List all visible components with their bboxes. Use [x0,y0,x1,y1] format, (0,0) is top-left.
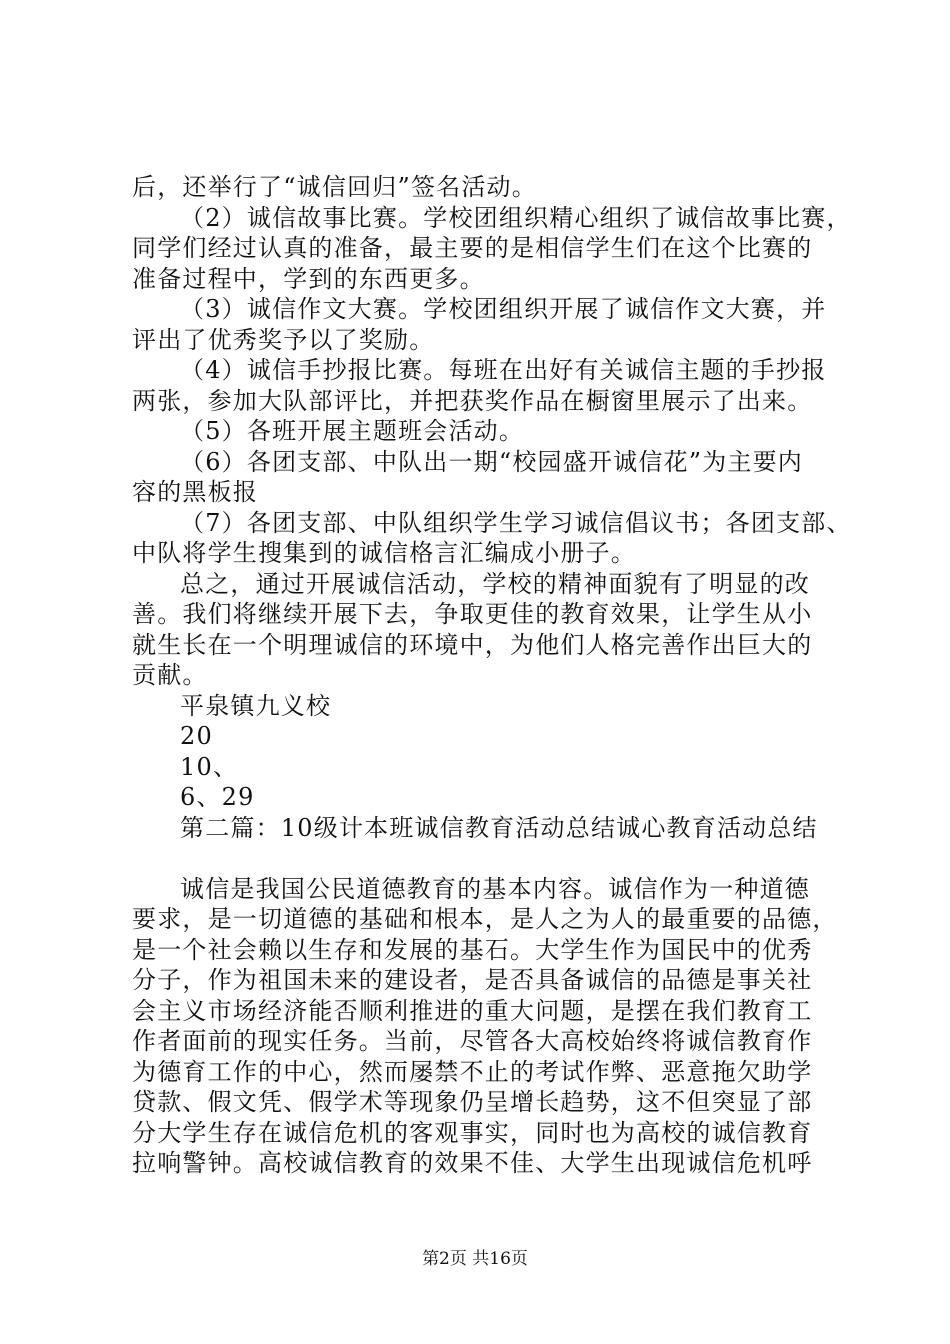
page-footer [0,1244,950,1269]
signature-date-day: 6、29 [180,783,255,811]
text-line: 作者面前的现实任务。当前，尽管各大高校始终将诚信教育作 [132,1027,813,1055]
text-line: 后，还举行了“诚信回归”签名活动。 [132,173,537,201]
text-line: 分子，作为祖国未来的建设者，是否具备诚信的品德是事关社 [132,966,813,994]
text-line: 为德育工作的中心，然而屡禁不止的考试作弊、恶意拖欠助学 [132,1057,813,1086]
document-body [132,172,852,1179]
text-line: 贷款、假文凭、假学术等现象仍呈增长趋势，这不但突显了部 [132,1088,813,1116]
text-line: 会主义市场经济能否顺利推进的重大问题，是摆在我们教育工 [132,996,813,1025]
text-line: 总之，通过开展诚信活动，学校的精神面貌有了明显的改 [180,569,810,598]
section-heading: 第二篇：10级计本班诚信教育活动总结诚心教育活动总结 [180,813,818,842]
text-line: （3）诚信作文大赛。学校团组织开展了诚信作文大赛，并 [180,295,827,323]
text-line: （5）各班开展主题班会活动。 [180,417,525,445]
text-line: 贡献。 [132,661,208,689]
text-line: 容的黑板报 [132,478,258,506]
text-line: 评出了优秀奖予以了奖励。 [132,325,435,354]
text-line: 中队将学生搜集到的诚信格言汇编成小册子。 [132,539,636,567]
blank-line [132,843,832,874]
text-line: （6）各团支部、中队出一期“校园盛开诚信花”为主要内 [180,447,804,476]
text-line: 准备过程中，学到的东西更多。 [132,264,485,293]
text-line: 善。我们将继续开展下去，争取更佳的教育效果，让学生从小 [132,600,813,628]
text-line: （2）诚信故事比赛。学校团组织精心组织了诚信故事比赛， [180,203,852,232]
text-line: 是一个社会赖以生存和发展的基石。大学生作为国民中的优秀 [132,935,813,964]
text-line: （4）诚信手抄报比赛。每班在出好有关诚信主题的手抄报 [180,356,827,384]
text-line: 拉响警钟。高校诚信教育的效果不佳、大学生出现诚信危机呼 [132,1149,813,1177]
text-line: 诚信是我国公民道德教育的基本内容。诚信作为一种道德 [180,874,810,903]
signature-date-month: 10、 [180,752,239,781]
text-line: 要求，是一切道德的基础和根本，是人之为人的最重要的品德， [132,905,838,933]
page-number-label: 第2页 共16页 [422,1249,528,1269]
text-line: 就生长在一个明理诚信的环境中，为他们人格完善作出巨大的 [132,630,813,659]
text-line: 分大学生存在诚信危机的客观事实，同时也为高校的诚信教育 [132,1118,813,1147]
signature-date-year: 20 [180,722,213,750]
signature-school: 平泉镇九义校 [180,691,332,720]
text-line: 同学们经过认真的准备，最主要的是相信学生们在这个比赛的 [132,234,813,262]
text-line: （7）各团支部、中队组织学生学习诚信倡议书；各团支部、 [180,508,852,537]
text-line: 两张，参加大队部评比，并把获奖作品在橱窗里展示了出来。 [132,386,813,415]
